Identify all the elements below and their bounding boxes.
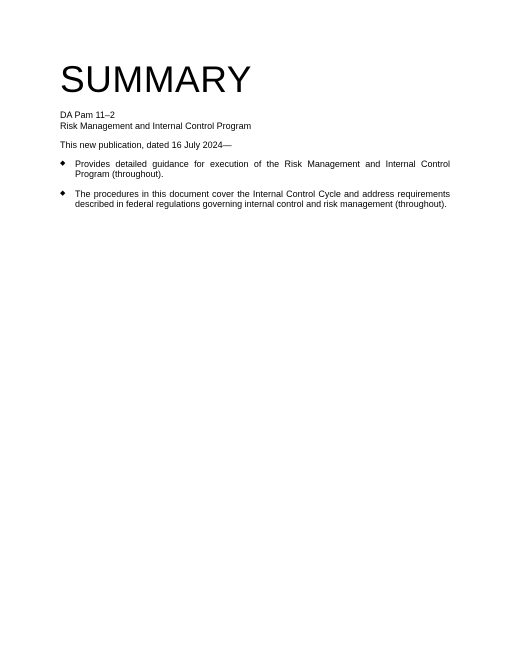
bullet-text: Provides detailed guidance for execution of the Risk Management and Internal Control Program (throughout). [75,159,450,179]
list-item [60,159,450,179]
publication-name: Risk Management and Internal Control Program [60,121,252,131]
bullet-text: The procedures in this document cover the Internal Control Cycle and address requirements described in federal regulations governing internal control and risk management (throughout). [75,189,450,209]
diamond-bullet-icon: ◆ [60,190,66,197]
publication-id: DA Pam 11–2 [60,110,115,120]
list-item [60,189,450,209]
diamond-bullet-icon: ◆ [60,160,66,167]
summary-bullet-list [60,159,450,219]
page-title: SUMMARY [60,59,252,100]
intro-text: This new publication, dated 16 July 2024— [60,140,232,150]
